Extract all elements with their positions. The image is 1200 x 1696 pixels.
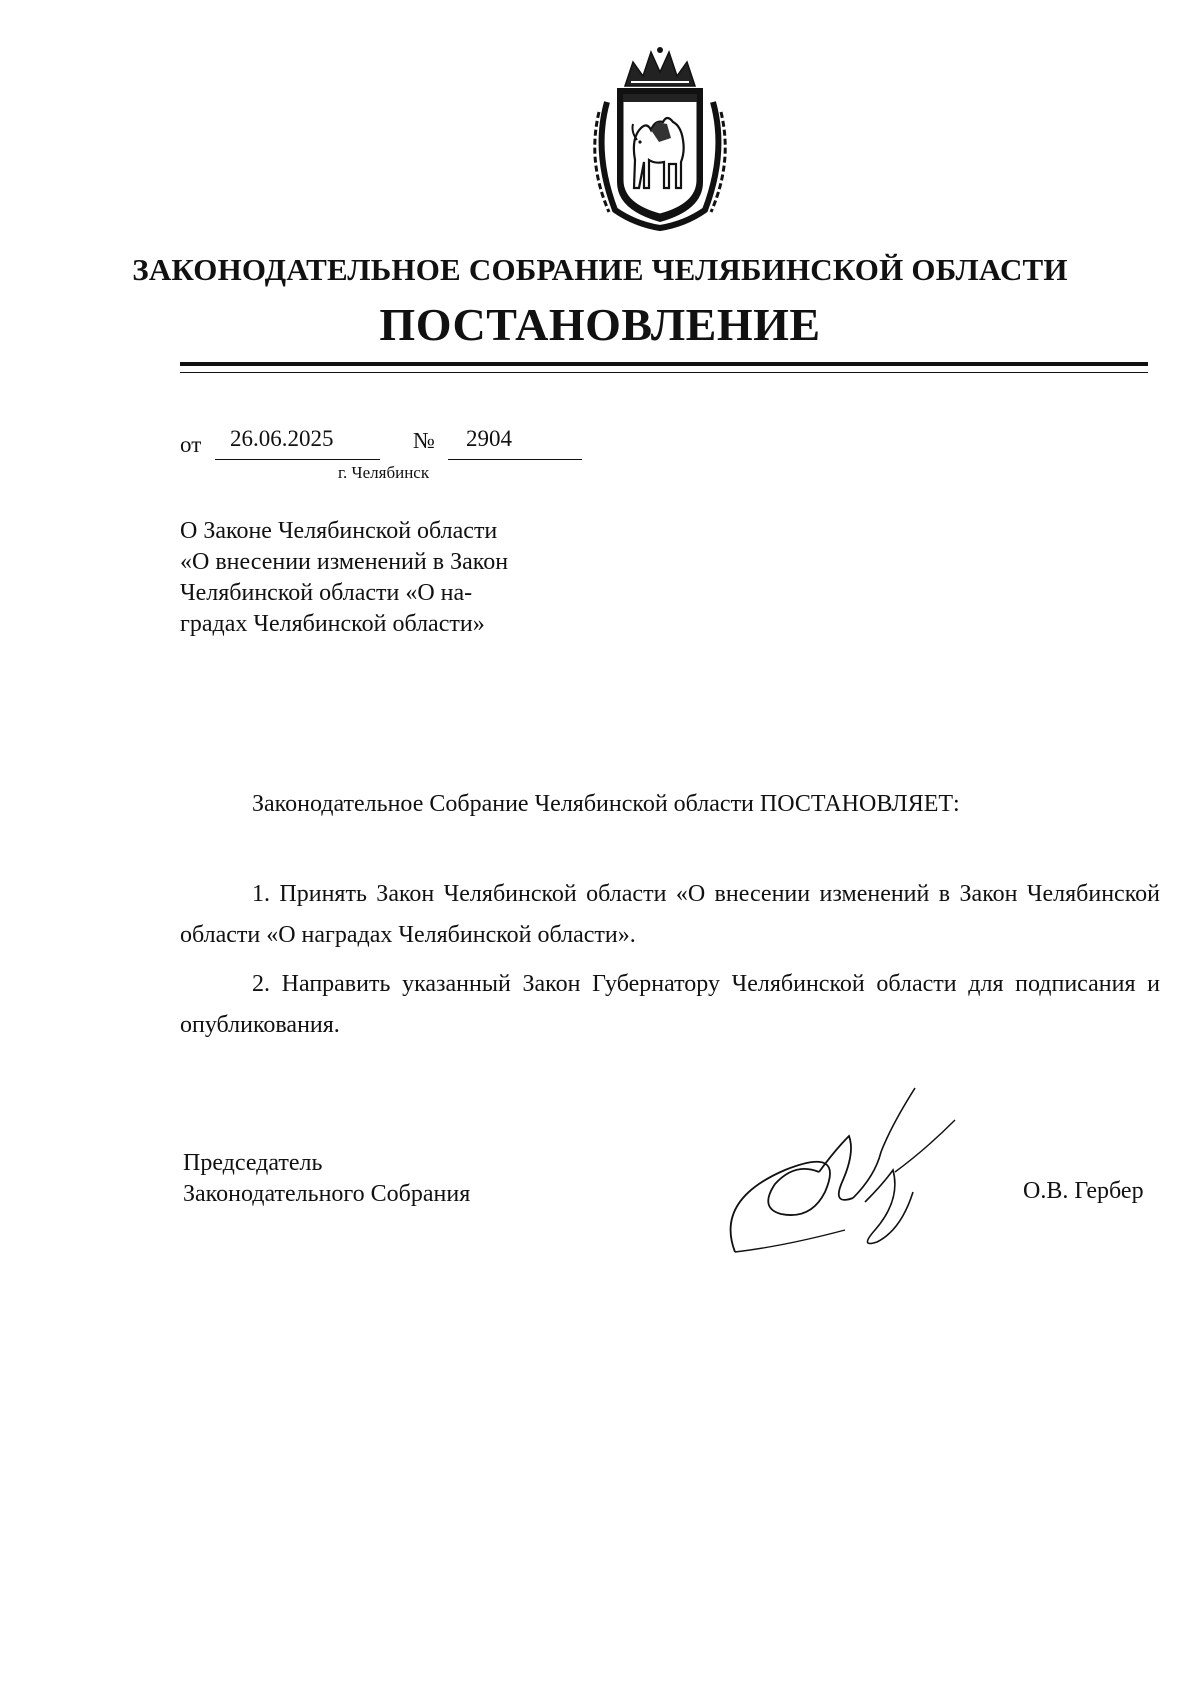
handwritten-signature xyxy=(725,1080,965,1260)
signer-position-line: Законодательного Собрания xyxy=(183,1181,471,1207)
document-city: г. Челябинск xyxy=(338,463,430,482)
signer-position xyxy=(183,1148,470,1210)
resolution-item-1: 1. Принять Закон Челябинской области «О внесении изменений в Закон Челябинской области «О наградах Челябинской области». xyxy=(180,881,1160,948)
date-underline xyxy=(215,459,380,460)
header-divider-thick xyxy=(180,362,1148,366)
signer-name: О.В. Гербер xyxy=(1023,1178,1144,1204)
document-subject xyxy=(180,516,540,640)
document-date: 26.06.2025 xyxy=(230,426,334,451)
organization-title: ЗАКОНОДАТЕЛЬНОЕ СОБРАНИЕ ЧЕЛЯБИНСКОЙ ОБЛАСТИ xyxy=(132,252,1068,287)
resolution-item-2: 2. Направить указанный Закон Губернатору Челябинской области для подписания и опубликования. xyxy=(180,971,1160,1038)
resolution-preamble: Законодательное Собрание Челябинской области ПОСТАНОВЛЯЕТ: xyxy=(252,791,960,817)
subject-line: градах Челябинской области» xyxy=(180,611,485,637)
subject-line: О Законе Челябинской области xyxy=(180,518,498,544)
coat-of-arms-emblem xyxy=(585,42,735,232)
document-type-heading: ПОСТАНОВЛЕНИЕ xyxy=(379,299,821,350)
subject-line: «О внесении изменений в Закон xyxy=(180,549,509,575)
header-divider-thin xyxy=(180,372,1148,373)
signer-position-line: Председатель xyxy=(183,1150,323,1176)
date-prefix: от xyxy=(180,432,202,457)
number-prefix: № xyxy=(413,428,435,453)
subject-line: Челябинской области «О на- xyxy=(180,580,473,606)
number-underline xyxy=(448,459,582,460)
document-number: 2904 xyxy=(466,426,512,451)
